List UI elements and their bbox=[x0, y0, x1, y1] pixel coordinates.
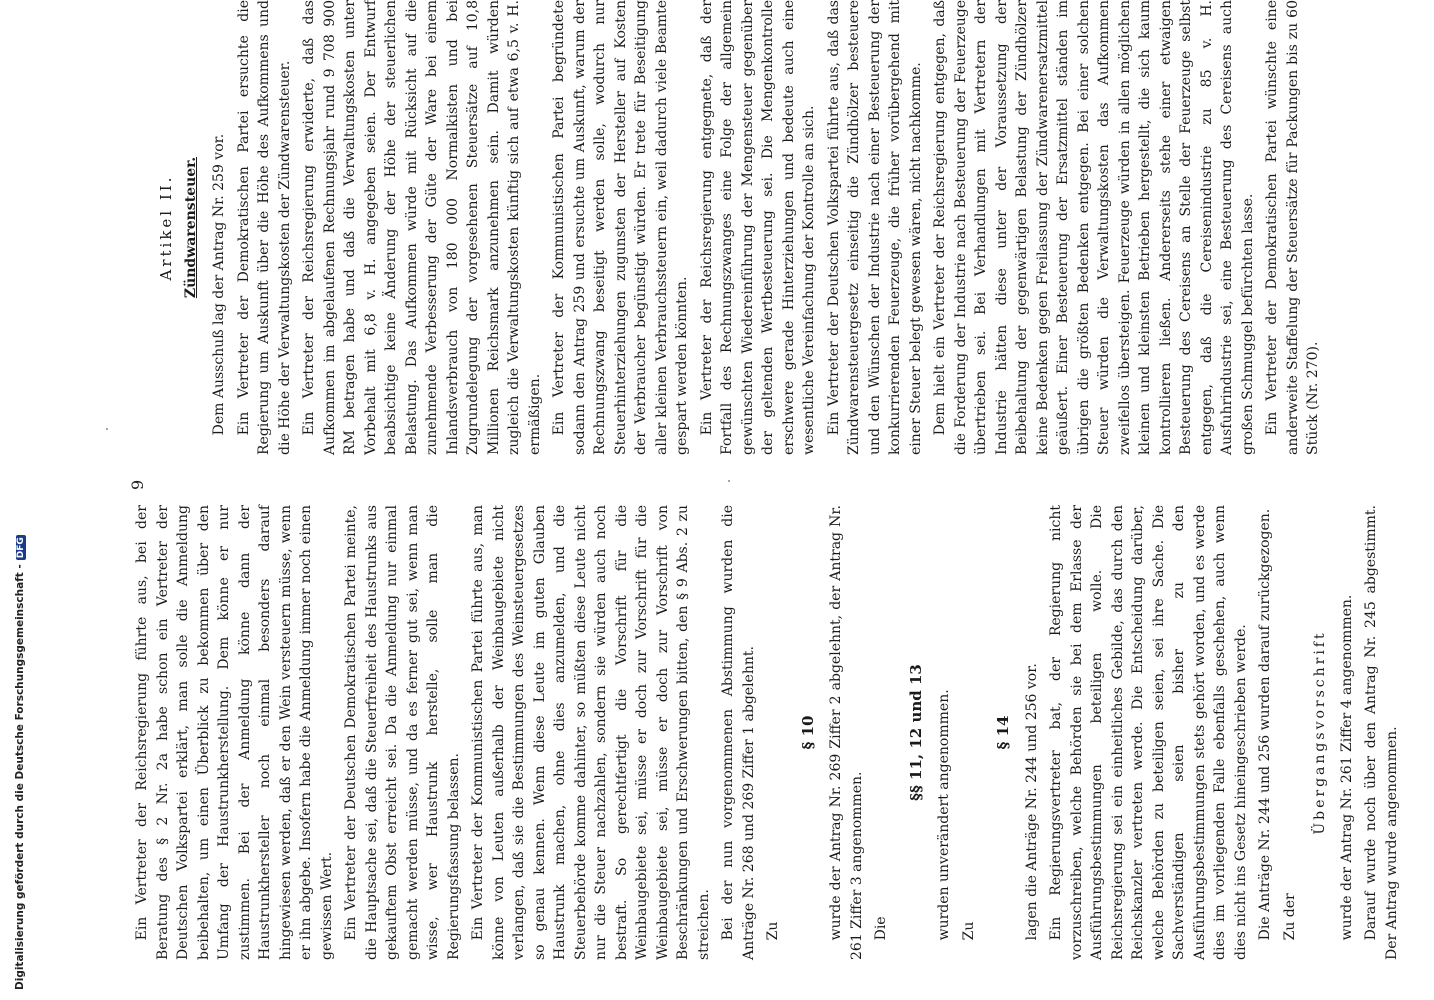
paragraph: Zu der bbox=[1281, 893, 1298, 941]
paragraph: lagen die Anträge Nr. 244 und 256 vor. bbox=[1023, 663, 1040, 941]
paragraph: Ein Regierungsvertreter bat, der Regierung nicht vorzuschreiben, welche Behörden sie bei dem Erlasse der Ausführungsbestimmungen beteiligen wolle. Die Reichsregierung sei ein einheitliches Gebilde, das durch den Reichskanzler vertreten werde. Die Entscheidung darüber, welche Behörden zu beteiligen seien, sei ihre Sache. Die Sachverständigen seien bisher zu den Ausführungsbestimmungen stets gehört worden, und es werde dies im vorliegenden Falle ebenfalls geschehen, auch wenn dies nicht ins Gesetz hineingeschrieben werde. bbox=[1048, 505, 1249, 960]
paragraph: Ein Vertreter der Deutschen Demokratischen Partei meinte, die Hauptsache sei, daß die Steuerfreiheit des Haustrunks aus gekauftem Obst erreicht sei. Da die Anmeldung nur einmal gemacht werden müsse, und da es ferner gut sei, wenn man wisse, wer Haustrunk herstelle, solle man die Regierungsfassung belassen. bbox=[343, 505, 462, 960]
section-heading: Übergangsvorschrift bbox=[1312, 630, 1328, 835]
paragraph: Dem hielt ein Vertreter der Reichsregierung entgegen, daß die Forderung der Industrie nach Besteuerung der Feuerzeuge übertrieben sei. Bei Verhandlungen mit Vertretern der Industrie hätten diese unter der Voraussetzung der Beibehaltung der gegenwärtigen Belastung der Zündhölzer keine Bedenken gegen Freilassung der Zündwarenersatzmittel geäußert. Einer Besteuerung der Ersatzmittel ständen im übrigen die größten Bedenken entgegen. Bei einer solchen Steuer würden die Verwaltungskosten das Aufkommen zweifellos übersteigen. Feuerzeuge würden in allen möglichen kleinen und kleinsten Betrieben hergestellt, die sich kaum kontrollieren ließen. Andererseits stehe einer etwaigen Besteuerung des Cereisens an Stelle der Feuerzeuge selbst entgegen, daß die Cereisenindustrie zu 85 v. H. Ausfuhrindustrie sei, eine Besteuerung des Cereisens auch großen Schmuggel befürchten lasse. bbox=[932, 0, 1256, 455]
right-column bbox=[132, 0, 1362, 455]
article-subheading: Zündwarensteuer. bbox=[182, 156, 199, 299]
paragraph: Zu bbox=[765, 921, 781, 941]
paragraph: Ein Vertreter der Demokratischen Partei wünschte eine anderweite Staffelung der Steuersätze für Packungen bis zu 60 Stück (Nr. 270). bbox=[1264, 0, 1321, 455]
paragraph: Ein Vertreter der Reichsregierung führte aus, bei der Beratung des § 2 Nr. 2a habe schon ein Vertreter der Deutschen Volkspartei erklärt, man solle die Anmeldung beibehalten, um einen Überblick zu bekommen über den Umfang der Haustrunkherstellung. Dem könne er nur zustimmen. Bei der Anmeldung könne dann der Haustrunkhersteller noch einmal besonders darauf hingewiesen werden, daß er den Wein versteuern müsse, wenn er ihn abgebe. Insofern habe die Anmeldung immer noch einen gewissen Wert. bbox=[134, 505, 335, 960]
paragraph: Ein Vertreter der Demokratischen Partei ersuchte die Regierung um Auskunft über die Höhe des Aufkommens und die Höhe der Verwaltungskosten der Zündwarensteuer. bbox=[235, 0, 293, 455]
section-heading: § 14 bbox=[994, 715, 1012, 750]
paragraph: Ein Vertreter der Kommunistischen Partei begründete sodann den Antrag 259 und ersuchte um Auskunft, warum der Rechnungszwang beseitigt werden solle, wodurch nur Steuerhinterziehungen zugunsten der Hersteller auf Kosten der Verbraucher begünstigt würden. Er trete für Beseitigung aller kleinen Verbrauchssteuern ein, weil dadurch viele Beamte gespart werden könnten. bbox=[551, 0, 690, 455]
rotated-page bbox=[128, 0, 1400, 960]
paragraph: Ein Vertreter der Reichsregierung entgegnete, daß der Fortfall des Rechnungszwanges eine Folge der allgemein gewünschten Wiedereinführung der Mengensteuer gegenüber der geltenden Wertbesteuerung sei. Die Mengenkontrolle erschwere gerade Hinterziehungen und bedeute auch eine wesentliche Vereinfachung der Kontrolle an sich. bbox=[698, 0, 817, 455]
paragraph: wurde der Antrag Nr. 269 Ziffer 2 abgelehnt, der Antrag Nr. 261 Ziffer 3 angenommen. bbox=[828, 505, 865, 960]
paragraph: Die bbox=[873, 916, 889, 941]
paragraph: Bei der nun vorgenommenen Abstimmung wurden die Anträge Nr. 268 und 269 Ziffer 1 abgelehnt. bbox=[720, 505, 757, 960]
paragraph: Zu bbox=[960, 921, 977, 941]
paragraph: Darauf wurde noch über den Antrag Nr. 245 abgestimmt. Der Antrag wurde angenommen. bbox=[1363, 505, 1400, 960]
section-heading: §§ 11, 12 und 13 bbox=[906, 664, 925, 801]
paragraph: wurde der Antrag Nr. 261 Ziffer 4 angenommen. bbox=[1338, 594, 1355, 941]
paragraph: Die Anträge Nr. 244 und 256 wurden darauf zurückgezogen. bbox=[1257, 508, 1273, 941]
page-number: 9 bbox=[128, 479, 147, 490]
digitization-note-text: Digitalisierung gefördert durch die Deutsche Forschungsgemeinschaft - bbox=[14, 564, 26, 990]
left-column bbox=[132, 505, 1400, 960]
paragraph: Ein Vertreter der Kommunistischen Partei führte aus, man könne von Leuten außerhalb der Weinbaugebiete nicht verlangen, daß sie die Bestimmungen des Weinsteuergesetzes so genau kennen. Wenn diese Leute im guten Glauben Haustrunk machen, ohne dies anzumelden, und die Steuerbehörde komme dahinter, so müßten diese Leute nicht nur die Steuer nachzahlen, sondern sie würden auch noch bestraft. So gerechtfertigt die Vorschrift für die Weinbaugebiete sei, müsse er doch zur Vorschrift für die Weinbaugebiete sei, müsse er doch zur Vorschrift von Beschränkungen und Erschwerungen bitten, den § 9 Abs. 2 zu streichen. bbox=[470, 505, 712, 960]
article-heading: Artikel II. bbox=[157, 174, 175, 281]
paragraph: Ein Vertreter der Deutschen Volkspartei führte aus, daß das Zündwarensteuergesetz einseitig die Zündhölzer besteuere und den Wünschen der Industrie nach einer Besteuerung der konkurrierenden Feuerzeuge, die früher vorübergehend mit einer Steuer belegt gewesen wären, nicht nachkomme. bbox=[825, 0, 924, 455]
paragraph: wurden unverändert angenommen. bbox=[936, 689, 952, 941]
scan-speck bbox=[106, 428, 108, 430]
section-heading: § 10 bbox=[798, 715, 817, 750]
dfg-logo: DFG bbox=[16, 537, 26, 559]
paragraph: Dem Ausschuß lag der Antrag Nr. 259 vor. bbox=[211, 133, 227, 436]
paragraph: Ein Vertreter der Reichsregierung erwiderte, daß das Aufkommen im abgelaufenen Rechnungsjahr rund 9 708 900 RM betragen habe und daß die Verwaltungskosten unter Vorbehalt mit 6,8 v. H. angegeben seien. Der Entwurf beabsichtige keine Änderung der Höhe der steuerlichen Belastung. Das Aufkommen würde mit Rücksicht auf die zunehmende Verbesserung der Güte der Ware bei einem Inlandsverbrauch von 180 000 Normalkisten und bei Zugrundelegung der vorgesehenen Steuersätze auf 10,8 Millionen Reichsmark anzunehmen sein. Damit würden zugleich die Verwaltungskosten künftig sich auf etwa 6,5 v. H. ermäßigen. bbox=[301, 0, 543, 455]
digitization-note bbox=[14, 535, 26, 990]
